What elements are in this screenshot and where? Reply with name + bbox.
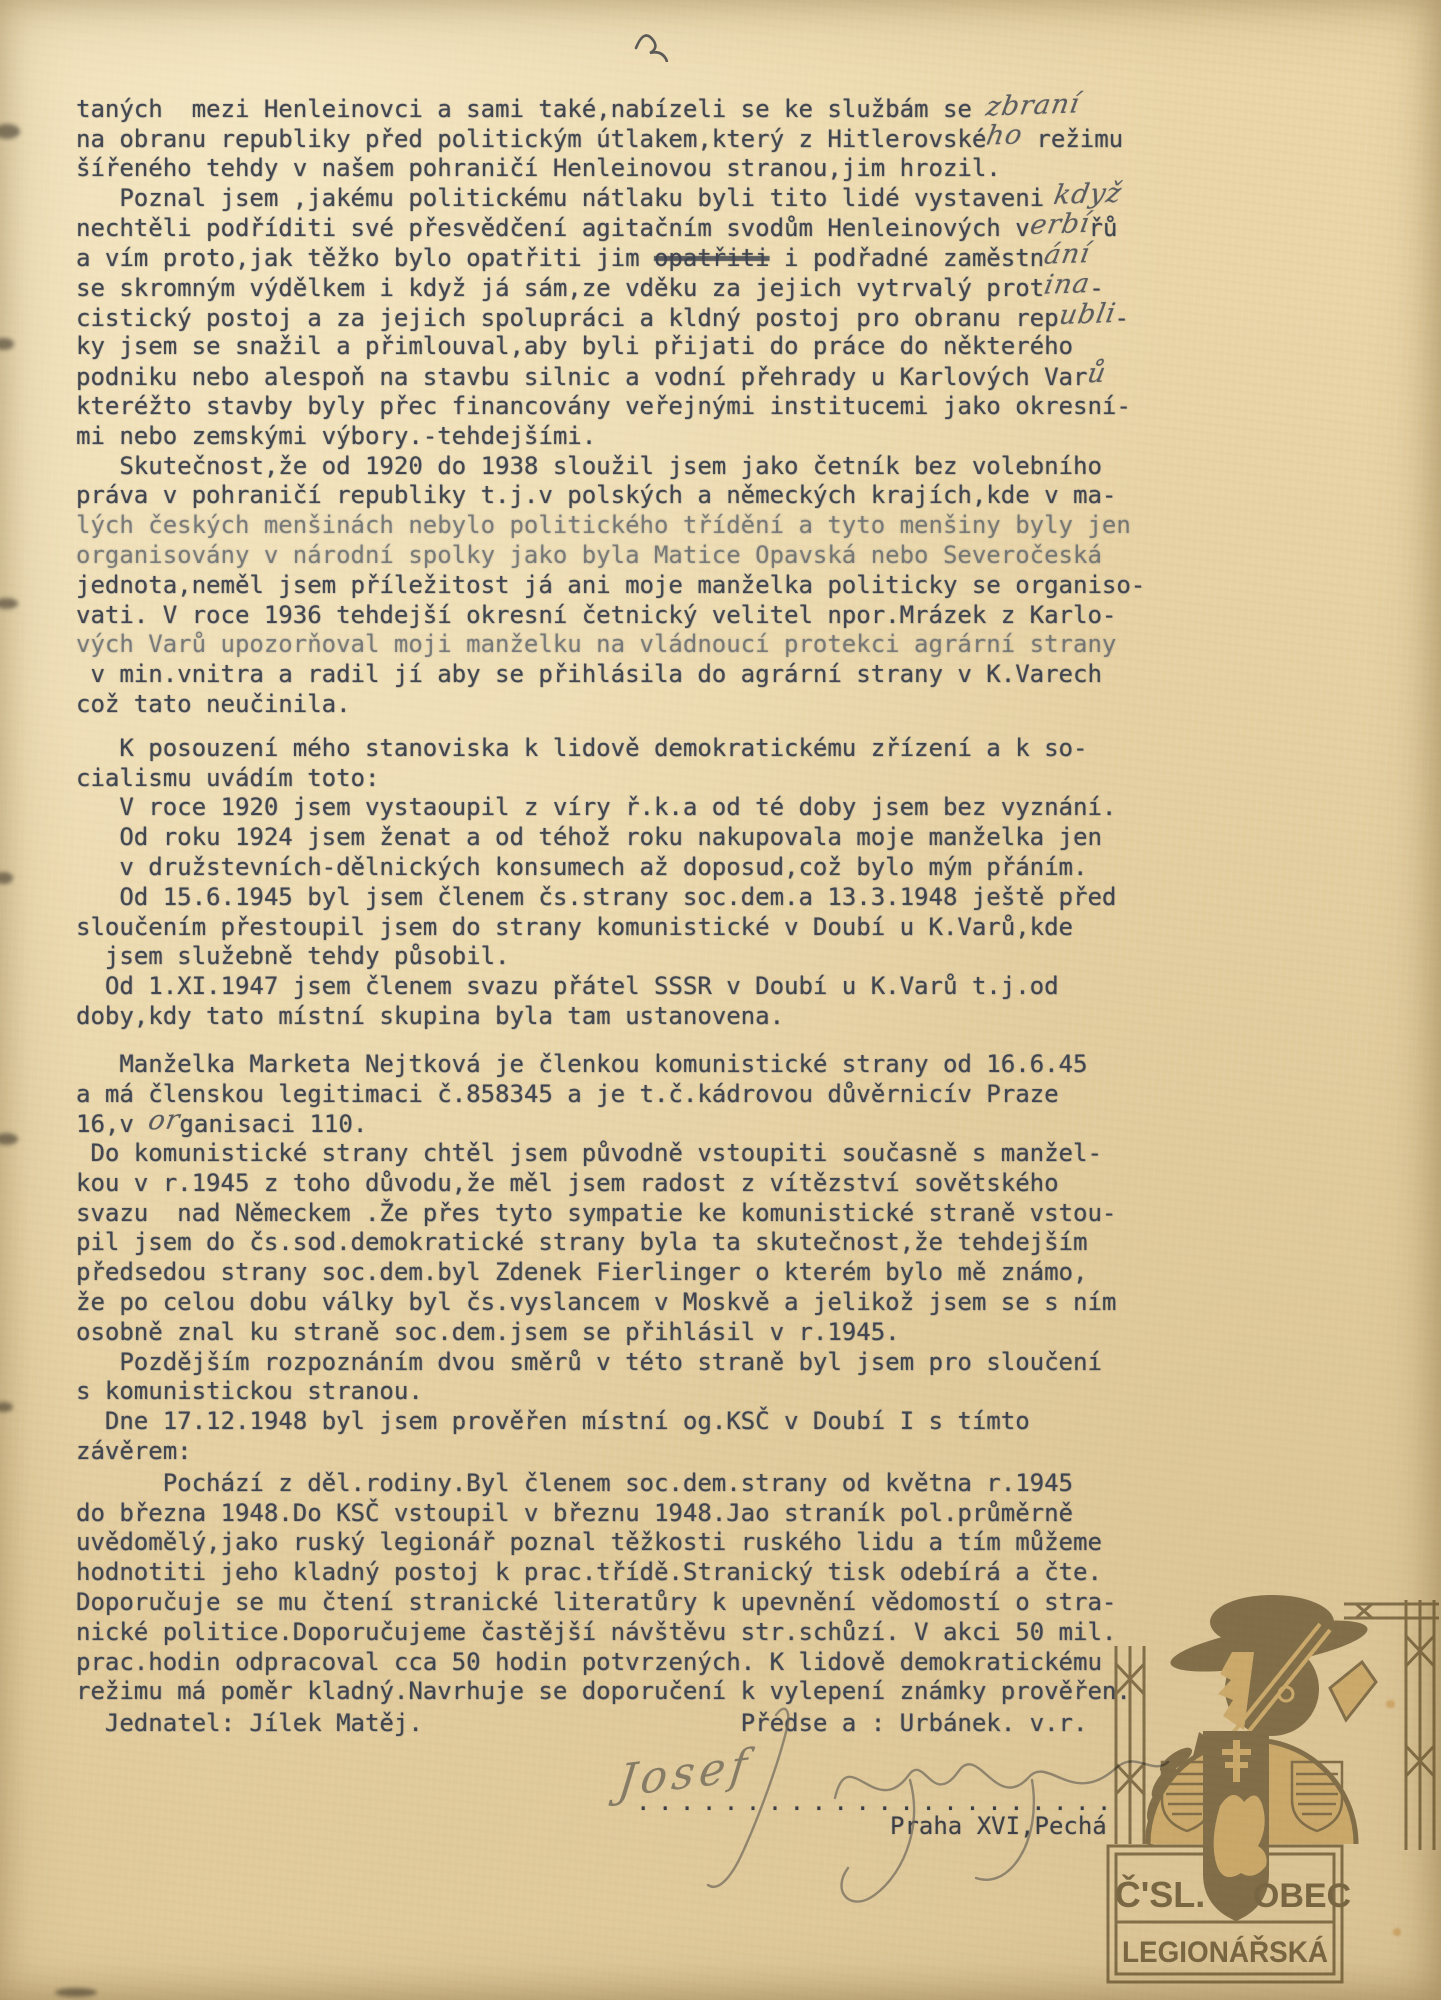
typed-text-segment: - [1114,303,1129,332]
text-line [76,571,1145,601]
ink-smudge [0,124,20,139]
text-line [76,1228,1145,1258]
text-line [76,1348,1145,1378]
text-line [76,972,1145,1002]
text-line [76,357,1145,392]
typed-text-segment: do března 1948.Do KSČ vstoupil v březnu 1948.Jao straník pol.průměrně [76,1498,1073,1527]
text-line [76,1469,1145,1499]
handwritten-insertion: ho [984,119,1026,152]
handwritten-insertion: zbraní [983,88,1083,123]
struck-text: opatřiti [653,243,770,272]
text-line [76,690,1145,720]
typed-text-segment: ky jsem se snažil a přimlouval,aby byli přijati do práce do některého [76,332,1073,361]
typed-text-segment: Pozdějším rozpoznáním dvou směrů v této straně byl jsem pro sloučení [76,1347,1102,1376]
typed-text-segment: - [1089,273,1104,302]
text-line [76,452,1145,482]
text-line [76,481,1145,511]
typed-text-segment: režimu [1021,124,1124,153]
stamp-text-legionarska: LEGIONÁŘSKÁ [1122,1936,1344,1969]
typed-text-segment: práva v pohraničí republiky t.j.v polských a německých krajích,kde v ma- [76,481,1117,510]
stamp-text-csl: Č'SL. [1114,1874,1206,1915]
text-line [76,1258,1145,1288]
text-line [76,1139,1145,1169]
text-line [76,119,1145,154]
text-line [76,154,1145,184]
ink-squiggle [628,18,682,62]
ink-smudge [0,1133,18,1145]
signature-dotted-line: ...................... [636,1788,1119,1816]
text-line [76,1002,1145,1032]
text-line [76,268,1145,303]
text-line [76,734,1145,764]
typed-text-segment: osobně znal ku straně soc.dem.jsem se přihlásil v r.1945. [76,1317,900,1346]
text-line [76,630,1145,660]
typed-text-segment: Dne 17.12.1948 byl jsem prověřen místní og.KSČ v Doubí I s tímto [76,1407,1030,1436]
typed-text-segment: Manželka Marketa Nejtková je členkou komunistické strany od 16.6.45 [76,1049,1088,1078]
typed-text [76,88,1146,1739]
ink-smudge [55,1988,97,1997]
typed-text-segment: nechtěli podříditi své přesvědčení agitačním svodům Henleinových v [76,214,1030,243]
text-line [76,541,1145,571]
typed-text-segment: Jednatel: Jílek Matěj. Předse a : Urbánek. v.r. [76,1709,1088,1738]
typed-text-segment: jednota,neměl jsem příležitost já ani moje manželka politicky se organiso- [76,570,1146,599]
ink-smudge [0,872,13,884]
typed-text-segment: a má členskou legitimaci č.858345 a je t.č.kádrovou důvěrnicív Praze [76,1079,1059,1108]
typed-text-segment: Do komunistické strany chtěl jsem původně vstoupiti současně s manžel- [76,1139,1102,1168]
typed-text-segment: lých českých menšinách nebylo politického třídění a tyto menšiny byly jen [76,511,1131,540]
typed-text-segment: svazu nad Německem .Že přes tyto sympatie ke komunistické straně vstou- [76,1198,1117,1227]
handwritten-insertion: erbí [1027,208,1093,242]
ink-smudge [0,598,18,609]
typed-text-segment: závěrem: [76,1437,192,1466]
text-line [76,823,1145,853]
typed-text-segment: V roce 1920 jsem vystaoupil z víry ř.k.a od té doby jsem bez vyznání. [76,793,1117,822]
typed-text-segment: organisovány v národní spolky jako byla Matice Opavská nebo Severočeská [76,540,1102,569]
typed-text-segment: že po celou dobu války byl čs.vyslancem v Moskvě a jelikož jsem se s ním [76,1288,1117,1317]
typed-text-segment: a vím proto,jak těžko bylo opatřiti jim [76,243,654,272]
typed-text-segment: sloučením přestoupil jsem do strany komunistické v Doubí u K.Varů,kde [76,912,1073,941]
handwritten-insertion: ání [1041,238,1093,271]
typed-text-segment: kteréžto stavby byly přec financovány veřejnými institucemi jako okresní- [76,391,1131,420]
text-line [76,422,1145,452]
text-line [76,660,1145,690]
typed-text-segment: Doporučuje se mu čtení stranické literatůry k upevnění vědomostí o stra- [76,1588,1117,1617]
text-line [76,942,1145,972]
typed-text-segment: cialismu uvádím toto: [76,763,380,792]
text-line [76,1588,1145,1618]
typed-text-segment: cistický postoj a za jejich spolupráci a kldný postoj pro obranu rep [76,303,1059,332]
text-line [76,1407,1145,1437]
typed-text-segment: Od roku 1924 jsem ženat a od téhož roku nakupovala moje manželka jen [76,823,1102,852]
typed-text-segment: hodnotiti jeho kladný postoj k prac.třídě.Stranický tisk odebírá a čte. [76,1558,1102,1587]
text-line [76,1648,1145,1678]
handwritten-insertion: or [146,1104,183,1137]
text-line [76,764,1145,794]
handwritten-insertion: ů [1085,357,1110,390]
typed-text-segment: v družstevních-dělnických konsumech až doposud,což bylo mým přáním. [76,852,1088,881]
handwritten-insertion: když [1041,178,1125,212]
text-line [76,297,1145,333]
stamp-text-obec: OBEC [1252,1877,1352,1915]
legion-stamp [1104,1592,1441,1988]
typed-text-segment: řů [1088,214,1118,243]
text-line [76,1050,1145,1080]
text-line [76,238,1145,273]
text-line [76,1318,1145,1348]
typed-text-segment: mi nebo zemskými výbory.-tehdejšími. [76,421,597,450]
typed-text-segment: ganisaci 110. [179,1110,368,1139]
typed-text-segment: vati. V roce 1936 tehdejší okresní četnický velitel npor.Mrázek z Karlo- [76,600,1117,629]
typed-text-segment: předsedou strany soc.dem.byl Zdenek Fierlinger o kterém bylo mě známo, [76,1258,1088,1287]
text-line [76,178,1145,213]
typed-text-segment: i podřadné zaměstn [769,243,1045,272]
typed-text-segment: se skromným výdělkem i když já sám,ze vděku za jejich vytrvalý prot [76,273,1045,302]
text-line [76,1499,1145,1529]
text-line [76,1199,1145,1229]
typed-text-segment: jsem služebně tehdy působil. [76,942,510,971]
text-line [76,1377,1145,1407]
typed-text-segment: nické politice.Doporučujeme častější návštěvu str.schůzí. V akci 50 mil. [76,1617,1117,1646]
typed-text-segment: na obranu republiky před politickým útlakem,který z Hitlerovské [76,124,987,153]
typed-text-segment: Skutečnost,že od 1920 do 1938 sloužil jsem jako četník bez volebního [76,451,1102,480]
handwritten-insertion: ina [1041,268,1093,301]
typed-text-segment: uvědomělý,jako ruský legionář poznal těžkosti ruského lidu a tím můžeme [76,1528,1102,1557]
text-line [76,88,1145,124]
typed-text-segment: Pochází z děl.rodiny.Byl členem soc.dem.strany od května r.1945 [76,1468,1073,1497]
typed-text-segment: taných mezi Henleinovci a sami také,nabízeli se ke službám se [76,95,987,123]
typed-text-segment: pil jsem do čs.sod.demokratické strany byla ta skutečnost,že tehdejším [76,1228,1088,1257]
text-line [76,208,1145,243]
typed-text-segment: vých Varů upozorňoval moji manželku na vládnoucí protekci agrární strany [76,630,1117,659]
typed-text-segment: prac.hodin odpracoval cca 50 hodin potvrzených. K lidově demokratickému [76,1647,1102,1676]
text-line [76,1080,1145,1110]
typed-text-segment: režimu má poměr kladný.Navrhuje se doporučení k vylepení známky prověřen. [76,1677,1131,1706]
typed-text-segment: což tato neučinila. [76,689,351,718]
typed-text-segment: Poznal jsem ,jakému politickému nátlaku byli tito lidé vystaveni [76,184,1045,213]
typed-text-segment: s komunistickou stranou. [76,1377,423,1406]
text-line [76,1437,1145,1467]
typed-text-segment: Od 1.XI.1947 jsem členem svazu přátel SSSR v Doubí u K.Varů t.j.od [76,972,1059,1001]
text-line [76,883,1145,913]
text-line [76,1558,1145,1588]
text-line [76,1618,1145,1648]
ink-smudge [0,1402,13,1412]
typed-text-segment: 16,v [76,1110,149,1139]
signature-place-line: Praha XVI,Pechá [890,1812,1107,1840]
text-line [76,1528,1145,1558]
text-line [76,392,1145,422]
text-line [76,332,1145,362]
text-line [76,511,1145,541]
text-line [76,913,1145,943]
handwritten-insertion: ubli [1056,297,1119,331]
typed-text-segment: K posouzení mého stanoviska k lidově demokratickému zřízení a k so- [76,733,1088,762]
handwritten-signature: Josef [615,1739,755,1808]
typed-text-segment: podniku nebo alespoň na stavbu silnic a vodní přehrady u Karlových Var [76,363,1088,392]
text-line [76,1288,1145,1318]
text-line [76,853,1145,883]
text-line [76,793,1145,823]
typed-text-segment: v min.vnitra a radil jí aby se přihlásila do agrární strany v K.Varech [76,660,1102,689]
ink-smudge [0,338,14,350]
typed-text-segment: šířeného tehdy v našem pohraničí Henleinovou stranou,jim hrozil. [76,153,1001,182]
text-line [76,1169,1145,1199]
typed-text-segment: kou v r.1945 z toho důvodu,že měl jsem radost z vítězství sovětského [76,1168,1059,1197]
typed-text-segment: Od 15.6.1945 byl jsem členem čs.strany soc.dem.a 13.3.1948 ještě před [76,882,1117,911]
typed-text-segment: doby,kdy tato místní skupina byla tam ustanovena. [76,1001,785,1030]
text-line [76,1104,1145,1139]
text-line [76,601,1145,631]
